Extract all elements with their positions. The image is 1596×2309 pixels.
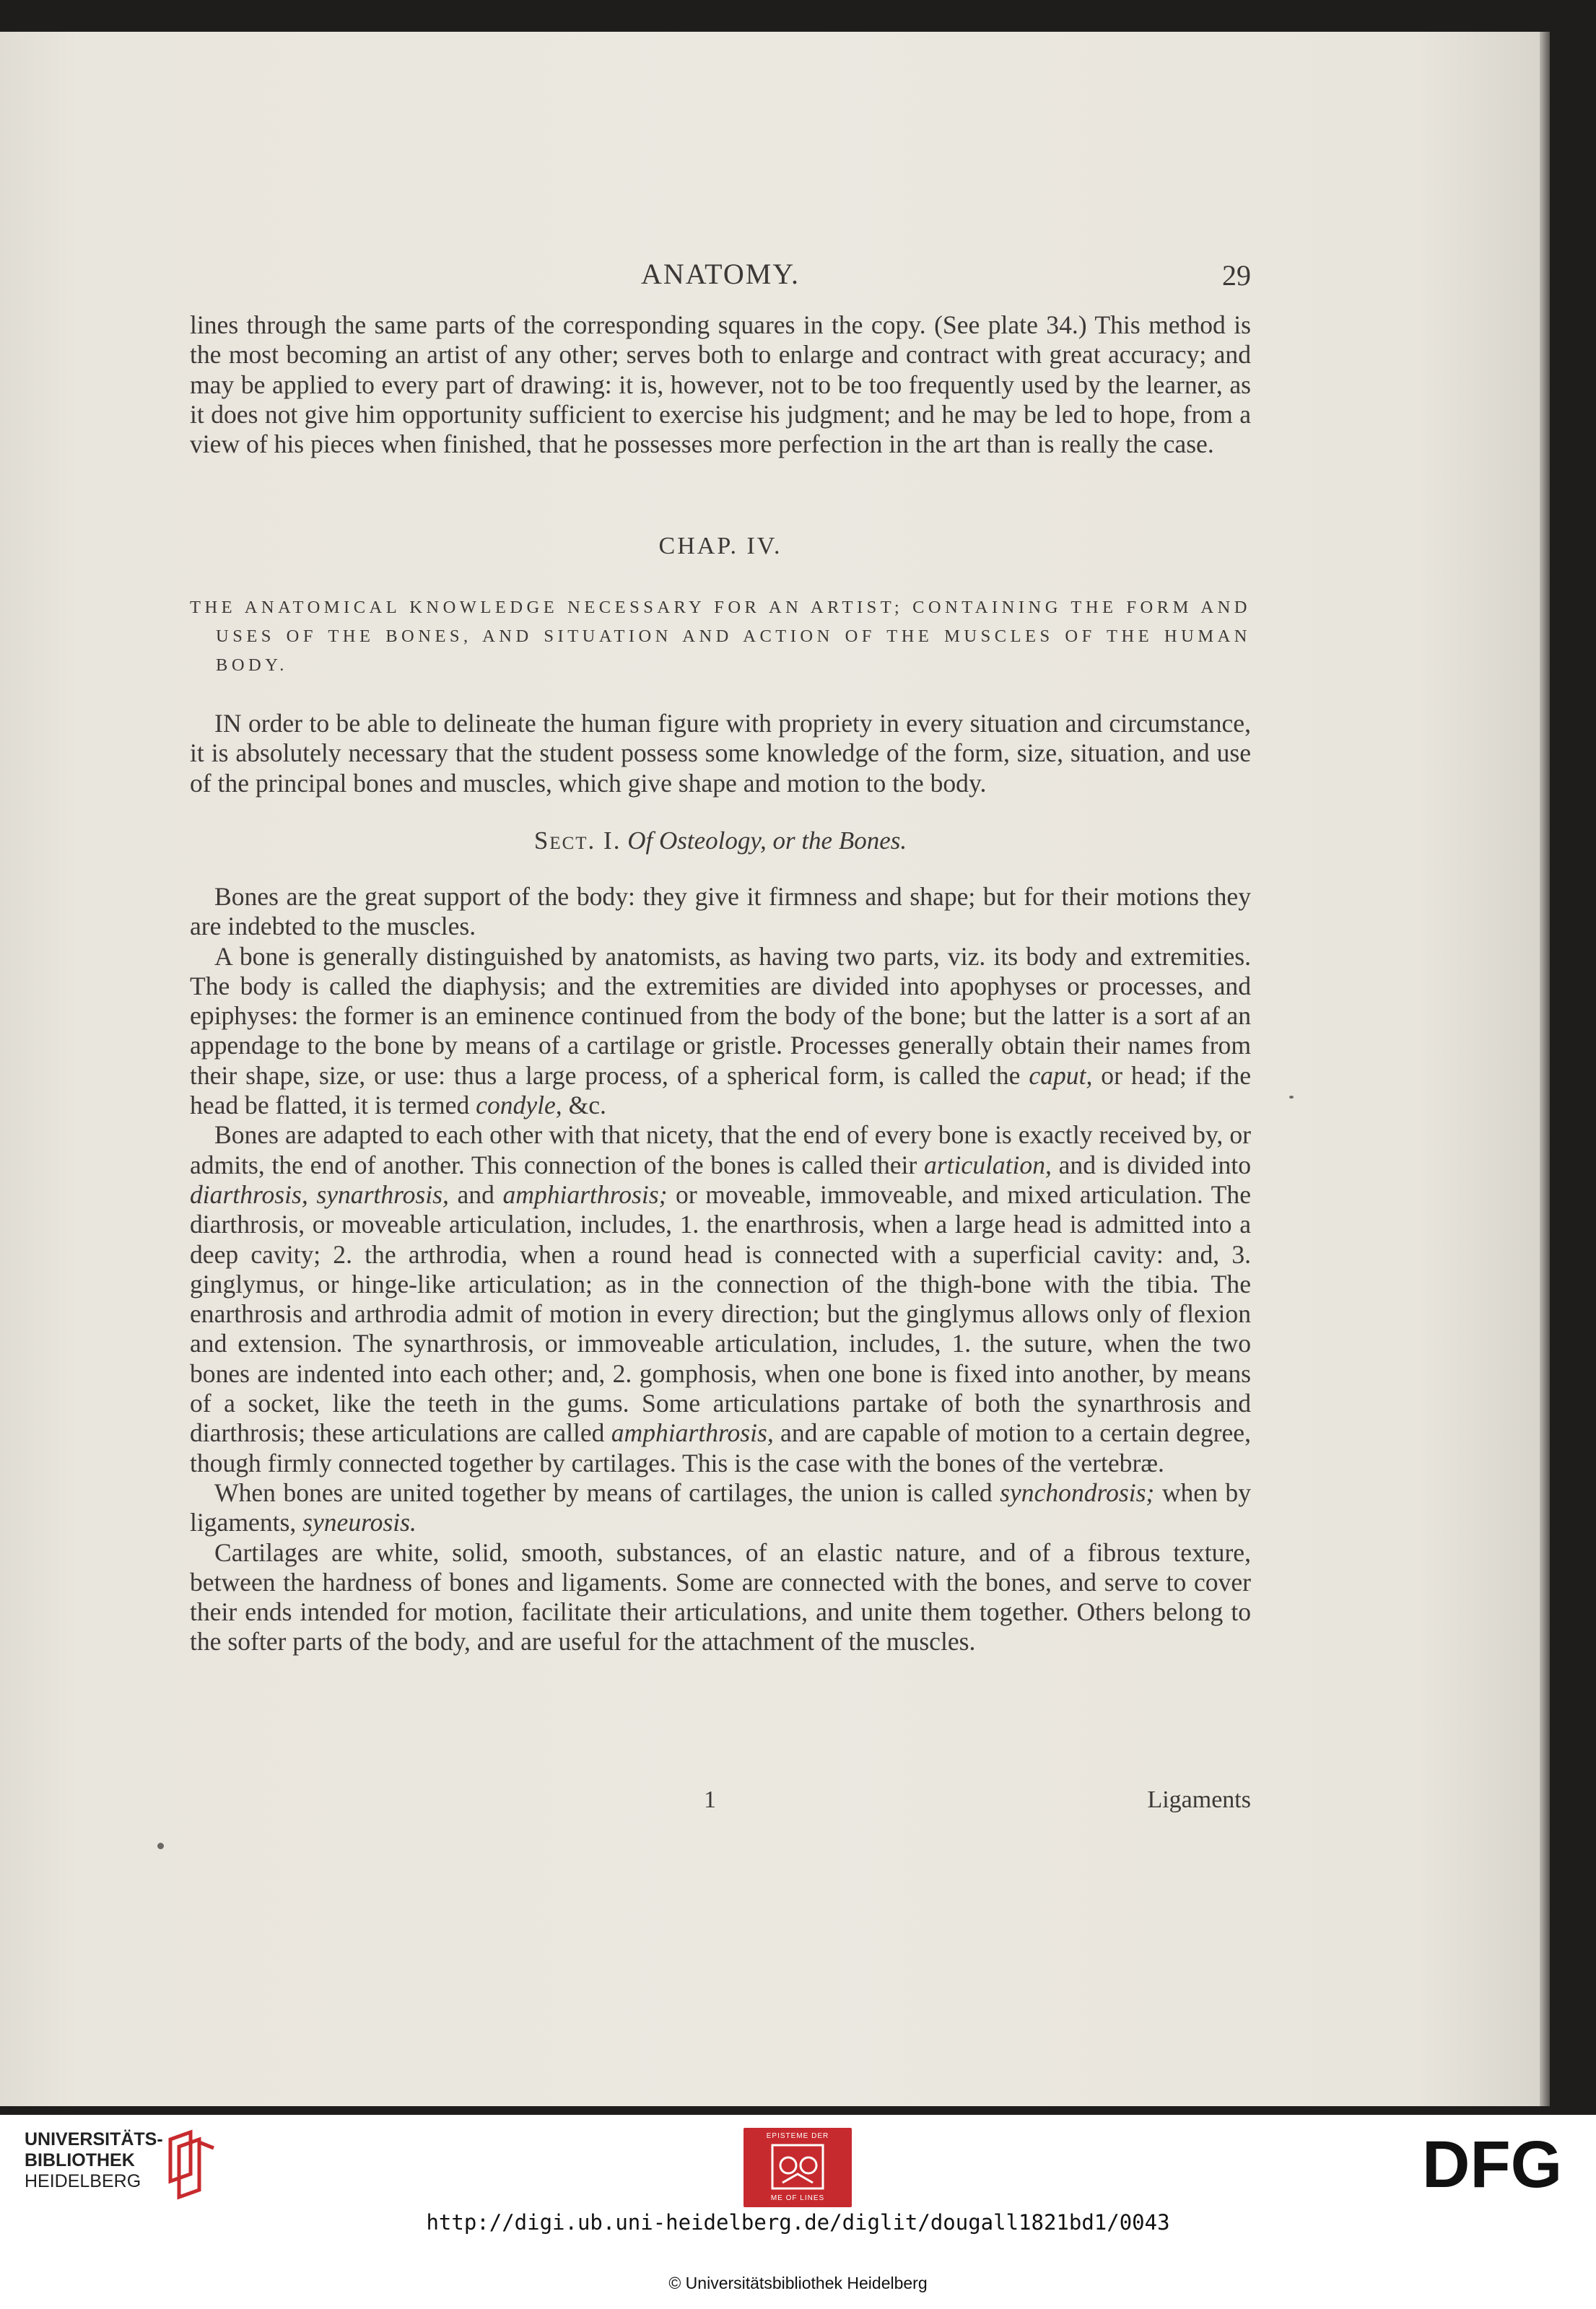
term-caput: caput, <box>1029 1060 1093 1090</box>
dfg-logo[interactable] <box>1422 2135 1574 2194</box>
university-library-name <box>25 2129 162 2192</box>
page-edge <box>1540 32 1550 2106</box>
chapter-title: CHAP. IV. <box>658 533 782 559</box>
library-mark-icon <box>162 2129 219 2201</box>
logo-line: BIBLIOTHEK <box>25 2150 135 2170</box>
episteme-top-label: EPISTEME DER <box>766 2132 829 2140</box>
section-name: Of Osteology, or the Bones. <box>627 826 907 855</box>
paragraph-cartilages: Cartilages are white, solid, smooth, substances, of an elastic nature, and of a fibrous texture, between the hardness of bones and ligaments. Some are connected with the bones, and serve to cover their ends intended for motion, facilitate their articulations, and unite them together. Others belong to the softer parts of the body, and are useful for the attachment of the muscles. <box>190 1537 1251 1657</box>
term-syneurosis: syneurosis. <box>302 1508 417 1537</box>
paper-speck <box>157 1843 164 1849</box>
text-run: or head; if the head be flatted, it is termed <box>190 1060 1251 1120</box>
text-run: When bones are united together by means of cartilages, the union is called <box>214 1478 1000 1507</box>
intro-lead: IN <box>214 709 242 738</box>
episteme-bottom-label: ME OF LINES <box>770 2194 825 2202</box>
text-run: when by ligaments, <box>190 1478 1251 1537</box>
intro-text <box>190 709 1251 798</box>
page-header <box>190 257 1251 300</box>
term-synarthrosis: synarthrosis, <box>316 1179 449 1209</box>
running-head: ANATOMY. <box>640 258 801 290</box>
text-run: A bone is generally distinguished by anatomists, as having two parts, viz. its body and extremities. The body is called the diaphysis; and the extremities are divided into apophyses or processes, and epiphyses: the former is an eminence continued from the body of the bone; but the latter is a sort af an appendage to the bone by means of a cartilage or gristle. Processes generally obtain their names from their shape, size, or use: thus a large process, of a spherical form, is called the <box>190 941 1251 1090</box>
intro-body: order to be able to delineate the human figure with propriety in every situation and circumstance, it is absolutely necessary that the student possess some knowledge of the form, size, situation, and use of the principal bones and muscles, which give shape and motion to the body. <box>190 709 1251 798</box>
episteme-logo[interactable] <box>744 2128 852 2207</box>
signature-mark: 1 <box>704 1786 716 1813</box>
paper-speck <box>1289 1096 1294 1099</box>
term-amphiarthrosis: amphiarthrosis; <box>502 1179 668 1209</box>
paragraph-text: lines through the same parts of the corresponding squares in the copy. (See plate 34.) This method is the most becoming an artist of any other; serves both to enlarge and contract with great accuracy; and may be applied to every part of drawing: it is, however, not to be too frequently used by the learner, as it does not give him opportunity sufficient to exercise his judgment; and he may be led to hope, from a view of his pieces when finished, that he possesses more perfection in the art than is really the case. <box>190 310 1251 459</box>
permalink-url[interactable]: http://digi.ub.uni-heidelberg.de/diglit/dougall1821bd1/0043 <box>426 2210 1170 2235</box>
university-library-logo[interactable] <box>25 2129 227 2209</box>
paragraph-articulation <box>190 1120 1251 1478</box>
page-footer <box>190 1786 1251 1817</box>
text-run: or moveable, immoveable, and mixed articulation. The diarthrosis, or moveable articulation, includes, 1. the enarthrosis, when a large head is admitted into a deep cavity; 2. the arthrodia, when a round head is connected with a superficial cavity: and, 3. ginglymus, or hinge-like articulation; as in the connection of the thigh-bone with the tibia. The enarthrosis and arthrodia admit of motion in every direction; but the ginglymus allows only of flexion and extension. The synarthrosis, or immoveable articulation, includes, 1. the suture, when the two bones are indented into each other; and, 2. gomphosis, when one bone is fixed into another, by means of a socket, like the teeth in the gums. Some articulations partake of both the synarthrosis and diarthrosis; these articulations are called <box>190 1179 1251 1448</box>
chapter-summary: THE ANATOMICAL KNOWLEDGE NECESSARY FOR AN ARTIST; CONTAINING THE FORM AND USES OF THE BONES, AND SITUATION AND ACTION OF THE MUSCLES OF THE HUMAN BODY. <box>190 598 1251 675</box>
section-title <box>190 826 1251 855</box>
term-diarthrosis: diarthrosis, <box>190 1179 308 1209</box>
text-run: Bones are adapted to each other with that nicety, that the end of every bone is exactly received by, or admits, the end of another. This connection of the bones is called their <box>190 1120 1251 1179</box>
paragraph-union <box>190 1478 1251 1538</box>
term-articulation: articulation, <box>924 1150 1052 1179</box>
paragraph-bones-support: Bones are the great support of the body: they give it firmness and shape; but for their motions they are indebted to the muscles. <box>190 882 1251 941</box>
term-amphiarthrosis: amphiarthrosis, <box>611 1418 774 1448</box>
logo-line: HEIDELBERG <box>25 2171 141 2191</box>
copyright-notice: © Universitätsbibliothek Heidelberg <box>668 2274 928 2292</box>
text-run: &c. <box>562 1091 606 1120</box>
paragraph-bone-parts <box>190 942 1251 1121</box>
logo-line: UNIVERSITÄTS- <box>25 2129 163 2149</box>
dfg-wordmark: DFG <box>1422 2135 1563 2194</box>
page-number: 29 <box>1222 259 1251 292</box>
text-run: and is divided into <box>1051 1150 1251 1179</box>
intro-paragraph <box>190 709 1251 798</box>
text-run: and are capable of motion to a certain degree, though firmly connected together by cartilages. This is the case with the bones of the vertebræ. <box>190 1418 1251 1478</box>
term-synchondrosis: synchondrosis; <box>1000 1478 1155 1507</box>
opening-paragraph <box>190 310 1251 459</box>
catchword: Ligaments <box>1147 1786 1251 1813</box>
text-run: and <box>448 1179 503 1209</box>
section-label: Sect. I. <box>533 826 622 855</box>
body-text <box>190 882 1251 1657</box>
term-condyle: condyle, <box>476 1091 562 1120</box>
